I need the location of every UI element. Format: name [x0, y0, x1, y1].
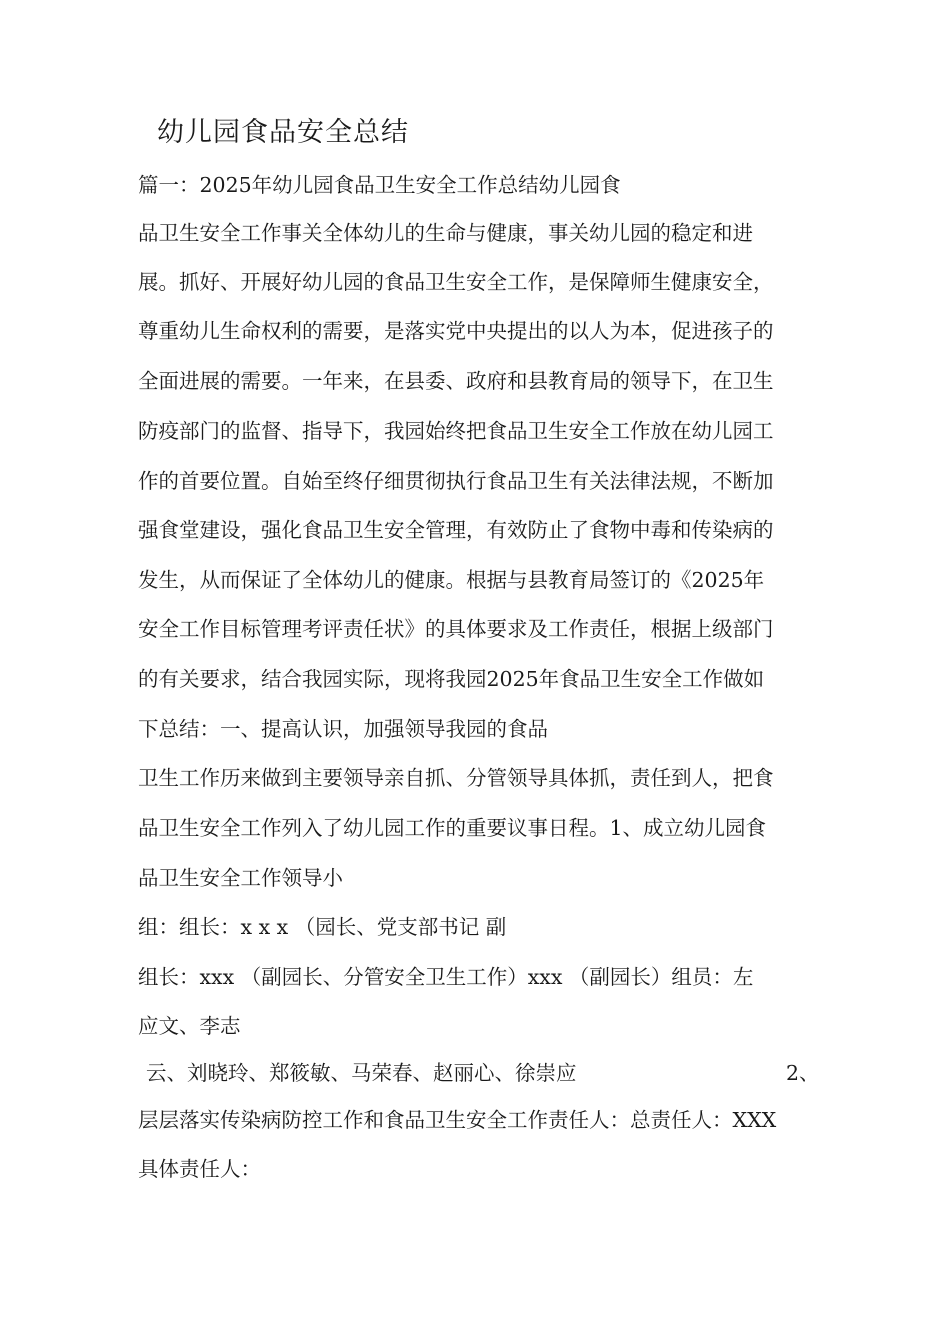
- text-line: 组长：xxx （副园长、分管安全卫生工作）xxx （副园长）组员：左: [138, 965, 754, 989]
- text-line: 2、: [786, 1061, 820, 1085]
- text-line: 强食堂建设，强化食品卫生安全管理，有效防止了食物中毒和传染病的: [138, 518, 774, 542]
- text-line: 卫生工作历来做到主要领导亲自抓、分管领导具体抓，责任到人，把食: [138, 766, 774, 790]
- text-line: 具体责任人：: [138, 1157, 261, 1181]
- text-line: 的有关要求，结合我园实际，现将我园2025年食品卫生安全工作做如: [138, 667, 765, 691]
- text-line: 组：组长：x x x （园长、党支部书记 副: [138, 915, 507, 939]
- text-line: 尊重幼儿生命权利的需要，是落实党中央提出的以人为本，促进孩子的: [138, 319, 774, 343]
- text-line: 品卫生安全工作领导小: [138, 866, 343, 890]
- text-line: 下总结：一、提高认识，加强领导我园的食品: [138, 717, 548, 741]
- text-line: 篇一：2025年幼儿园食品卫生安全工作总结幼儿园食: [138, 173, 621, 197]
- text-line: 层层落实传染病防控工作和食品卫生安全工作责任人：总责任人：XXX: [138, 1108, 777, 1132]
- text-line: 发生，从而保证了全体幼儿的健康。根据与县教育局签订的《2025年: [138, 568, 765, 592]
- text-line: 云、刘晓玲、郑筱敏、马荣春、赵丽心、徐崇应: [146, 1061, 577, 1085]
- text-line: 防疫部门的监督、指导下，我园始终把食品卫生安全工作放在幼儿园工: [138, 419, 774, 443]
- text-line: 品卫生安全工作列入了幼儿园工作的重要议事日程。1、成立幼儿园食: [138, 816, 767, 840]
- text-line: 作的首要位置。自始至终仔细贯彻执行食品卫生有关法律法规，不断加: [138, 469, 774, 493]
- text-line: 品卫生安全工作事关全体幼儿的生命与健康，事关幼儿园的稳定和进: [138, 221, 753, 245]
- text-line: 应文、李志: [138, 1014, 241, 1038]
- document-title: 幼儿园食品安全总结: [157, 117, 409, 148]
- text-line: 展。抓好、开展好幼儿园的食品卫生安全工作，是保障师生健康安全，: [138, 270, 774, 294]
- text-line: 全面进展的需要。一年来，在县委、政府和县教育局的领导下，在卫生: [138, 369, 774, 393]
- text-line: 安全工作目标管理考评责任状》的具体要求及工作责任，根据上级部门: [138, 617, 774, 641]
